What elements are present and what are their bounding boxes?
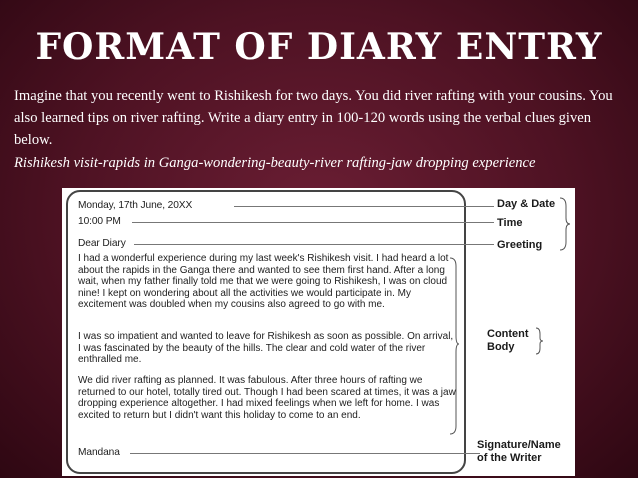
diary-date: Monday, 17th June, 20XX (78, 200, 193, 211)
leader-line-time (132, 222, 494, 223)
diary-paragraph-2: I was so impatient and wanted to leave for Rishikesh as soon as possible. On arrival, I was fascinated by the beauty of the hills. The clear and cold water of the river enthralled me. (78, 331, 454, 365)
brace-header-icon (558, 196, 572, 252)
label-greeting: Greeting (497, 239, 543, 251)
leader-line-signature (130, 453, 480, 454)
label-signature: Signature/Name of the Writer (477, 439, 561, 464)
diary-time: 10:00 PM (78, 216, 121, 227)
diary-signature: Mandana (78, 447, 120, 458)
label-time: Time (497, 217, 523, 229)
label-content-body: Content Body (487, 328, 529, 353)
leader-line-greeting (134, 244, 494, 245)
diary-paragraph-3: We did river rafting as planned. It was fabulous. After three hours of rafting we returned to our hotel, totally tired out. Though I had been scared at times, it was a jaw dropping experience altogether. I had mixed feelings when we left for home. I was excited to return but I didn't want this holiday to come to an end. (78, 375, 456, 421)
intro-text: Imagine that you recently went to Rishikesh for two days. You did river rafting with your cousins. You also learned tips on river rafting. Write a diary entry in 100-120 words using the verbal clues given below. (14, 88, 613, 148)
verbal-clues: Rishikesh visit-rapids in Ganga-wondering-beauty-river rafting-jaw dropping experience (14, 155, 536, 171)
brace-body-right-icon (534, 326, 544, 356)
slide-title: FORMAT OF DIARY ENTRY (35, 26, 603, 68)
leader-line-date (234, 206, 494, 207)
label-day-date: Day & Date (497, 198, 556, 210)
diary-paragraph-1: I had a wonderful experience during my last week's Rishikesh visit. I had heard a lot about the rapids in the Ganga there and wanted to see them first hand. After a long wait, when my father finally told me that we were going to Rishikesh, I was on cloud nine! I kept on wondering about all the activities we would participate in. My excitement was doubled when my cousins also agreed to go with me. (78, 253, 449, 310)
brace-body-left-icon (448, 256, 460, 436)
diary-sample-image (62, 188, 575, 476)
diary-greeting: Dear Diary (78, 238, 126, 249)
